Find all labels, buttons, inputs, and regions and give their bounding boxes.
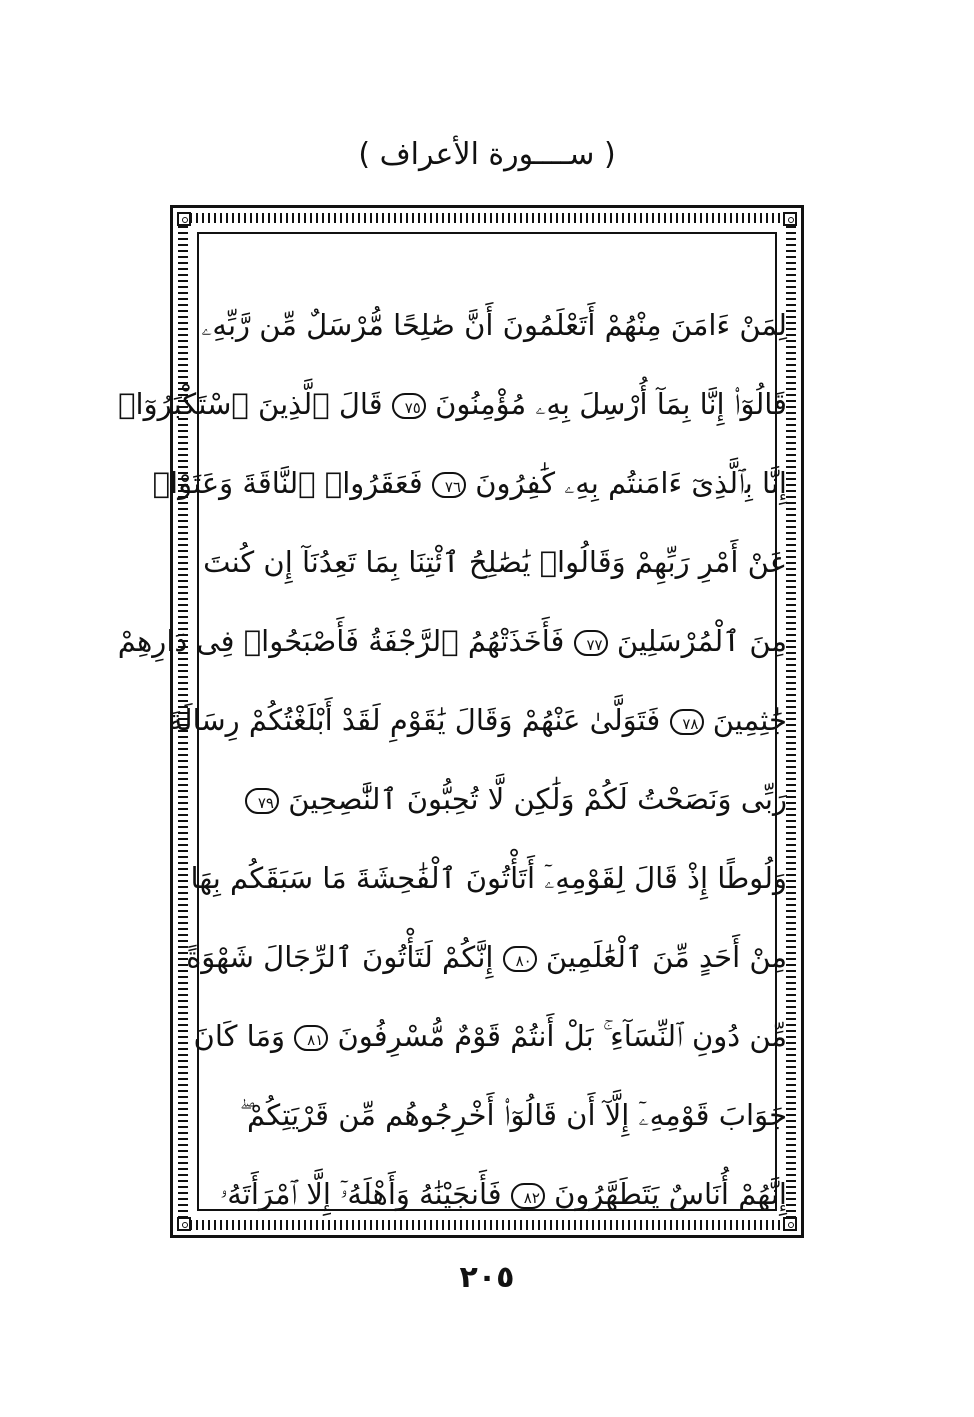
verse-text-segment: مِّن دُونِ ٱلنِّسَآءِ ۚ بَلْ أَنتُمْ قَوْمٌ مُّسْرِفُونَ bbox=[337, 1019, 787, 1053]
verse-line bbox=[117, 602, 787, 681]
verse-line bbox=[193, 997, 787, 1076]
verse-text bbox=[117, 286, 787, 1234]
surah-title: ( ســــورة الأعراف ) bbox=[358, 137, 616, 172]
verse-text-segment: لِمَنْ ءَامَنَ مِنْهُمْ أَتَعْلَمُونَ أَنَّ صَٰلِحًا مُّرْسَلٌ مِّن رَّبِّهِۦ bbox=[201, 308, 787, 342]
ayah-number-marker: ٧٩ bbox=[245, 788, 279, 814]
verse-text-segment: فَأَخَذَتْهُمُ ٱلرَّجْفَةُ فَأَصْبَحُوا۟ فِى دَارِهِمْ bbox=[117, 624, 565, 658]
verse-line bbox=[220, 1155, 787, 1234]
verse-line bbox=[203, 523, 787, 602]
ayah-number-marker: ٨١ bbox=[294, 1025, 328, 1051]
page-number: ٢٠٥ bbox=[459, 1260, 515, 1295]
verse-text-segment: إِنَّهُمْ أُنَاسٌ يَتَطَهَّرُونَ bbox=[554, 1177, 787, 1211]
ayah-number-marker: ٧٦ bbox=[432, 472, 466, 498]
verse-text-segment: قَالَ ٱلَّذِينَ ٱسْتَكْبَرُوٓا۟ bbox=[118, 387, 383, 421]
verse-text-segment: إِنَّكُمْ لَتَأْتُونَ ٱلرِّجَالَ شَهْوَةً bbox=[186, 940, 494, 974]
verse-text-segment: جَوَابَ قَوْمِهِۦٓ إِلَّآ أَن قَالُوٓا۟ أَخْرِجُوهُم مِّن قَرْيَتِكُمْ ۖ bbox=[239, 1098, 787, 1132]
verse-text-segment: مِنْ أَحَدٍ مِّنَ ٱلْعَٰلَمِينَ bbox=[545, 940, 787, 974]
verse-line bbox=[186, 918, 787, 997]
verse-text-segment: عَنْ أَمْرِ رَبِّهِمْ وَقَالُوا۟ يَٰصَٰلِحُ ٱئْتِنَا بِمَا تَعِدُنَآ إِن كُنتَ bbox=[203, 545, 787, 579]
corner-ornament-icon bbox=[783, 212, 797, 226]
verse-line bbox=[201, 286, 787, 365]
verse-text-segment: وَلُوطًا إِذْ قَالَ لِقَوْمِهِۦٓ أَتَأْتُونَ ٱلْفَٰحِشَةَ مَا سَبَقَكُم بِهَا bbox=[190, 861, 787, 895]
verse-line bbox=[118, 365, 787, 444]
ayah-number-marker: ٨٠ bbox=[503, 946, 537, 972]
verse-line bbox=[245, 760, 787, 839]
verse-text-segment: مِنَ ٱلْمُرْسَلِينَ bbox=[616, 624, 787, 658]
corner-ornament-icon bbox=[177, 212, 191, 226]
verse-text-segment: وَمَا كَانَ bbox=[193, 1019, 286, 1053]
verse-text-segment: فَتَوَلَّىٰ عَنْهُمْ وَقَالَ يَٰقَوْمِ لَقَدْ أَبْلَغْتُكُمْ رِسَالَةَ bbox=[168, 703, 661, 737]
ayah-number-marker: ٧٨ bbox=[670, 709, 704, 735]
verse-line bbox=[190, 839, 787, 918]
verse-text-segment: رَبِّى وَنَصَحْتُ لَكُمْ وَلَٰكِن لَّا تُحِبُّونَ ٱلنَّٰصِحِينَ bbox=[288, 782, 787, 816]
verse-text-segment: فَعَقَرُوا۟ ٱلنَّاقَةَ وَعَتَوْا۟ bbox=[152, 466, 423, 500]
verse-text-segment: فَأَنجَيْنَٰهُ وَأَهْلَهُۥٓ إِلَّا ٱمْرَأَتَهُۥ bbox=[220, 1177, 502, 1211]
text-panel bbox=[117, 232, 787, 1211]
verse-text-segment: قَالُوٓا۟ إِنَّا بِمَآ أُرْسِلَ بِهِۦ مُؤْمِنُونَ bbox=[435, 387, 787, 421]
ayah-number-marker: ٧٥ bbox=[392, 393, 426, 419]
ayah-number-marker: ٨٢ bbox=[511, 1183, 545, 1209]
corner-ornament-icon bbox=[177, 1217, 191, 1231]
page-frame bbox=[117, 205, 804, 1238]
ayah-number-marker: ٧٧ bbox=[574, 630, 608, 656]
verse-text-segment: جَٰثِمِينَ bbox=[712, 703, 787, 737]
verse-line bbox=[152, 444, 787, 523]
verse-text-segment: إِنَّا بِٱلَّذِىٓ ءَامَنتُم بِهِۦ كَٰفِرُونَ bbox=[475, 466, 787, 500]
verse-line bbox=[168, 681, 787, 760]
verse-line bbox=[239, 1076, 787, 1155]
